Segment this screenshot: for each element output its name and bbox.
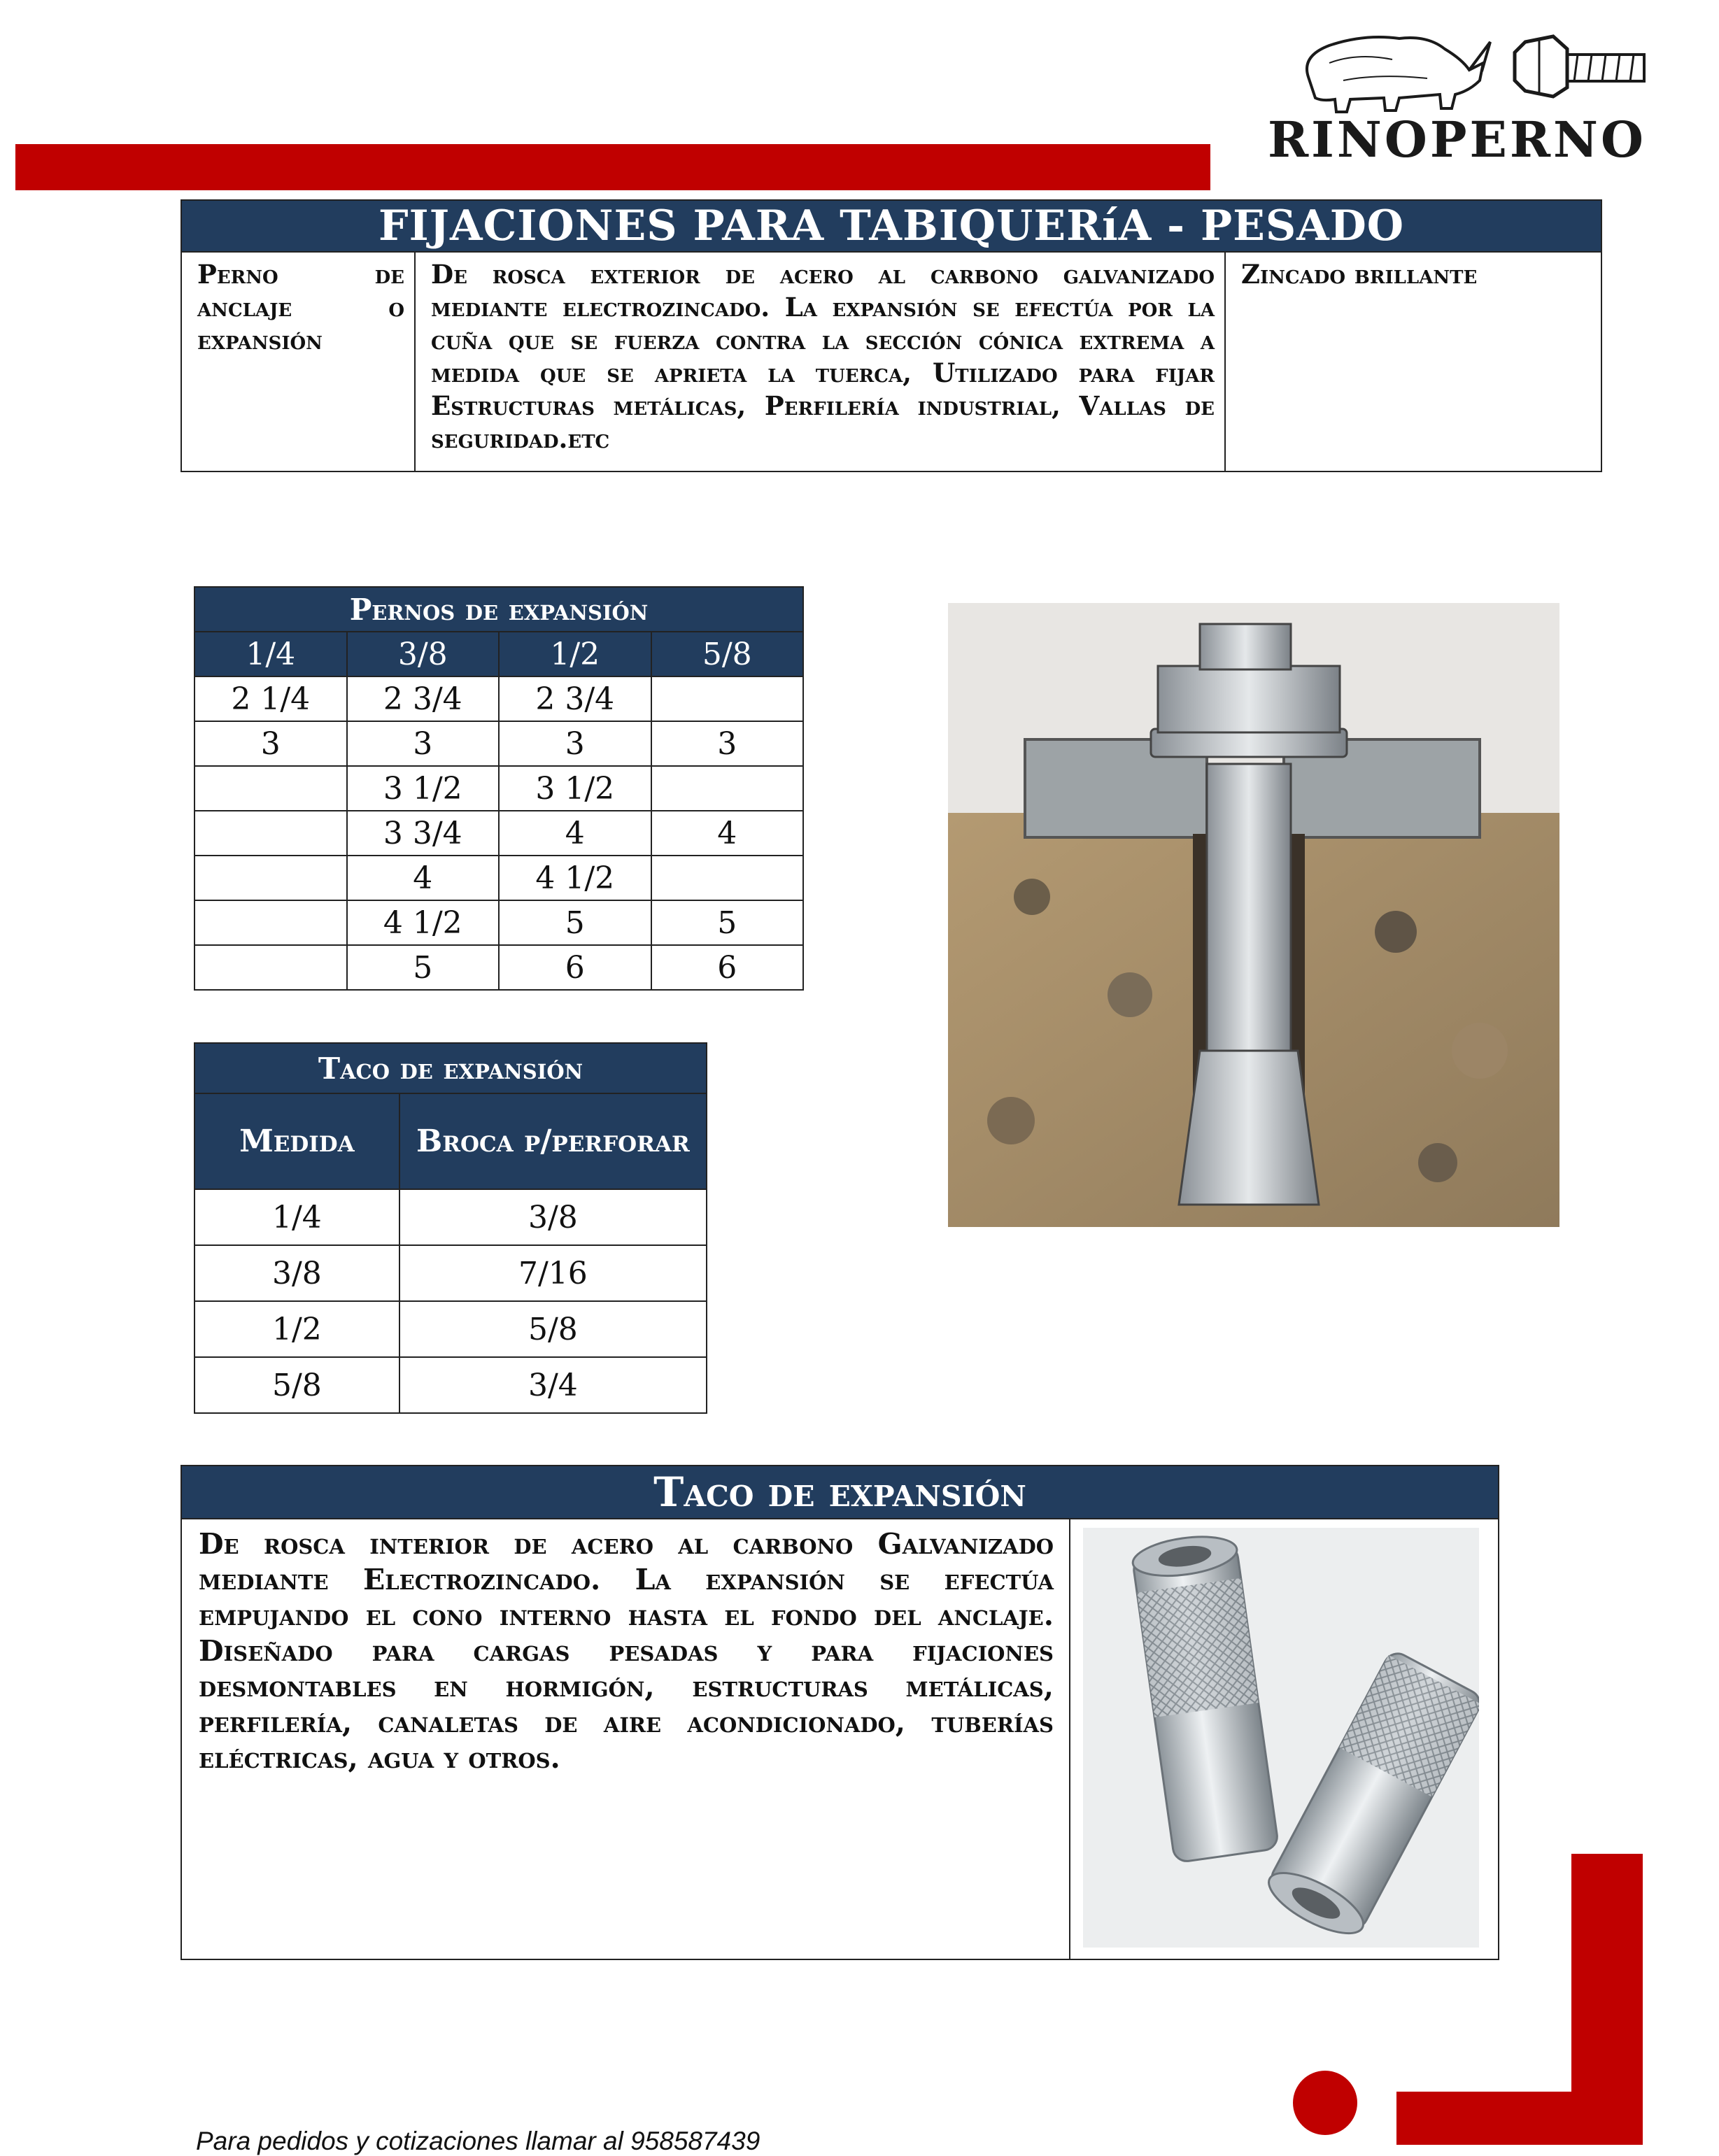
- pernos-col-header: 3/8: [347, 632, 500, 676]
- table-cell: 5/8: [399, 1301, 707, 1357]
- table-cell: [194, 811, 347, 856]
- corner-red-bar-horizontal: [1396, 2092, 1643, 2145]
- pernos-table: [194, 586, 804, 991]
- table-row: [194, 721, 803, 766]
- brand-name: RINOPERNO: [1268, 111, 1647, 169]
- table-cell: [651, 766, 804, 811]
- table-cell: 3: [347, 721, 500, 766]
- table-row: [194, 945, 803, 990]
- table-cell: 3/4: [399, 1357, 707, 1413]
- pernos-col-header: 1/2: [499, 632, 651, 676]
- table-cell: 3/8: [194, 1245, 399, 1301]
- page-title: FIJACIONES PARA TABIQUERíA - PESADO: [181, 200, 1601, 252]
- table-cell: 1/4: [194, 1189, 399, 1245]
- table-cell: [651, 676, 804, 721]
- table-cell: 1/2: [194, 1301, 399, 1357]
- taco-block-description: De rosca interior de acero al carbono Galvanizado mediante Electrozincado. La expansión se efectúa empujando el cono interno hasta el fondo del anclaje. Diseñado para cargas pesadas y para fijaciones desmontables en hormigón, estructuras metálicas, perfilería, canaletas de aire acondicionado, tuberías eléctricas, agua y otros.: [181, 1519, 1070, 1959]
- table-cell: 4 1/2: [347, 900, 500, 945]
- table-cell: 4: [651, 811, 804, 856]
- pernos-col-header: 1/4: [194, 632, 347, 676]
- table-cell: 2 3/4: [499, 676, 651, 721]
- pernos-table-title: Pernos de expansión: [194, 587, 803, 632]
- table-cell: 2 1/4: [194, 676, 347, 721]
- table-row: [194, 676, 803, 721]
- taco-block: [181, 1465, 1499, 1960]
- table-cell: 3 1/2: [499, 766, 651, 811]
- table-cell: 3/8: [399, 1189, 707, 1245]
- table-cell: 5: [651, 900, 804, 945]
- rhino-bolt-icon: [1259, 21, 1714, 119]
- table-cell: [194, 856, 347, 900]
- taco-photo-cell: [1070, 1519, 1499, 1959]
- taco-col-medida: Medida: [194, 1093, 399, 1189]
- taco-table-title: Taco de expansión: [194, 1043, 707, 1093]
- taco-table: [194, 1042, 707, 1414]
- table-cell: 5: [499, 900, 651, 945]
- taco-block-title: Taco de expansión: [181, 1466, 1499, 1519]
- table-cell: 4: [347, 856, 500, 900]
- red-dot: [1293, 2071, 1357, 2135]
- table-cell: 3: [194, 721, 347, 766]
- table-cell: 3 1/2: [347, 766, 500, 811]
- drop-in-anchor-photo: [1083, 1528, 1479, 1948]
- table-row: [194, 1245, 707, 1301]
- table-cell: [194, 900, 347, 945]
- product-name: Perno de anclaje o expansión: [181, 252, 415, 471]
- header-red-bar: [15, 144, 1210, 190]
- table-row: [194, 1189, 707, 1245]
- table-cell: 6: [499, 945, 651, 990]
- table-row: [194, 900, 803, 945]
- table-row: [194, 1357, 707, 1413]
- table-cell: 4 1/2: [499, 856, 651, 900]
- anchor-bolt-photo: [948, 603, 1559, 1227]
- table-row: [194, 766, 803, 811]
- table-row: [194, 811, 803, 856]
- table-row: [194, 856, 803, 900]
- table-cell: 6: [651, 945, 804, 990]
- table-cell: [194, 945, 347, 990]
- taco-col-broca: Broca p/perforar: [399, 1093, 707, 1189]
- table-cell: 5/8: [194, 1357, 399, 1413]
- table-cell: 3 3/4: [347, 811, 500, 856]
- table-cell: 2 3/4: [347, 676, 500, 721]
- table-cell: 3: [499, 721, 651, 766]
- table-cell: [651, 856, 804, 900]
- pernos-col-header: 5/8: [651, 632, 804, 676]
- intro-table: [181, 199, 1602, 472]
- table-cell: [194, 766, 347, 811]
- table-cell: 3: [651, 721, 804, 766]
- table-row: [194, 1301, 707, 1357]
- footer-contact: Para pedidos y cotizaciones llamar al 958587439: [196, 2127, 761, 2155]
- product-description: De rosca exterior de acero al carbono galvanizado mediante electrozincado. La expansión se efectúa por la cuña que se fuerza contra la sección cónica extrema a medida que se aprieta la tuerca, Utilizado para fijar Estructuras metálicas, Perfilería industrial, Vallas de seguridad.etc: [415, 252, 1225, 471]
- table-cell: 4: [499, 811, 651, 856]
- table-cell: 7/16: [399, 1245, 707, 1301]
- table-cell: 5: [347, 945, 500, 990]
- product-finish: Zincado brillante: [1225, 252, 1601, 471]
